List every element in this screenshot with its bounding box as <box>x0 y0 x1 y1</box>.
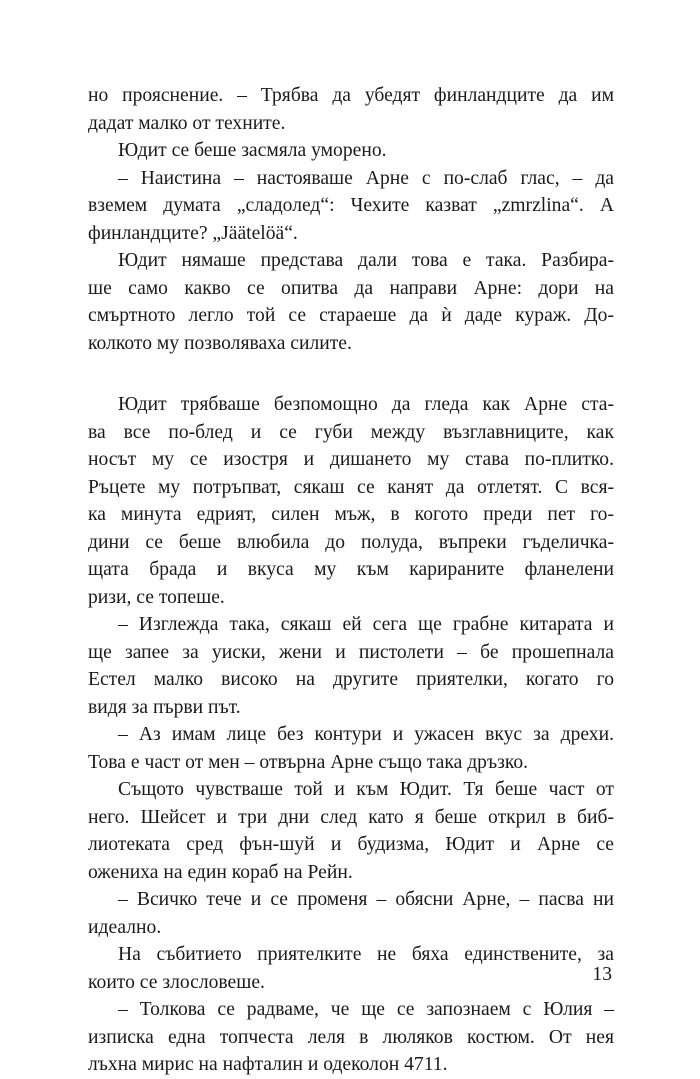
text-line: финландците? „Jäätelöä“. <box>88 222 298 244</box>
text-line: Юдит трябваше безпомощно да гледа как Арне ста- <box>118 394 614 415</box>
paragraph <box>88 776 614 886</box>
text-line: дадат малко от техните. <box>88 112 286 134</box>
text-line: колкото му позволяваха силите. <box>88 332 352 354</box>
text-line: – Наистина – настояваше Арне с по-слаб глас, – да <box>118 167 614 189</box>
text-line: ще запее за уиски, жени и пистолети – бе прошепнала <box>88 641 614 663</box>
text-line: изписка една топчеста леля в люляков костюм. От нея <box>88 1026 614 1048</box>
paragraph <box>88 611 614 721</box>
text-line: носът му се изостря и дишането му става по-плитко. <box>88 449 614 470</box>
text-line: Същото чувстваше той и към Юдит. Тя беше част от <box>118 779 614 800</box>
text-line: Естел малко високо на другите приятелки, когато го <box>88 669 614 690</box>
text-line: него. Шейсет и три дни след като я беше открил в биб- <box>88 806 614 828</box>
text-line: дини се беше влюбила до полуда, въпреки гъделичка- <box>88 531 614 553</box>
section-break <box>88 357 614 391</box>
paragraph <box>88 941 614 996</box>
text-line: смъртното легло той се стараеше да ѝ даде кураж. До- <box>88 305 614 326</box>
text-line: На събитието приятелките не бяха единствените, за <box>118 944 614 965</box>
text-line: но прояснение. – Трябва да убедят финландците да им <box>88 85 614 106</box>
text-line: вземем думата „сладолед“: Чехите казват „zmrzlina“. А <box>88 195 614 216</box>
text-line: – Изглежда така, сякаш ей сега ще грабне китарата и <box>118 614 614 635</box>
text-line: идеално. <box>88 916 162 938</box>
paragraph <box>88 886 614 941</box>
text-line: които се злословеше. <box>88 971 265 993</box>
paragraph <box>88 996 614 1079</box>
text-line: ше само какво се опитва да направи Арне: дори на <box>88 277 614 299</box>
paragraph <box>88 82 614 137</box>
paragraph <box>88 721 614 776</box>
text-line: ризи, се топеше. <box>88 586 225 608</box>
text-line: – Толкова се радваме, че ще се запознаем с Юлия – <box>118 999 614 1020</box>
text-line: щата брада и вкуса му към карираните фланелени <box>88 559 614 580</box>
text-line: видя за първи път. <box>88 696 241 718</box>
book-page-body <box>88 82 614 1079</box>
paragraph <box>88 137 614 165</box>
text-line: – Всичко тече и се променя – обясни Арне, – пасва ни <box>118 889 614 910</box>
text-line: Това е част от мен – отвърна Арне също така дръзко. <box>88 751 529 773</box>
text-line: Юдит се беше засмяла уморено. <box>118 140 387 161</box>
text-line: – Аз имам лице без контури и ужасен вкус за дрехи. <box>118 724 614 745</box>
page-number: 13 <box>592 964 612 985</box>
text-line: ва все по-блед и се губи между възглавниците, как <box>88 421 614 443</box>
paragraph <box>88 391 614 611</box>
paragraph <box>88 247 614 357</box>
text-line: лиотеката сред фън-шуй и будизма, Юдит и Арне се <box>88 834 614 855</box>
text-line: ка минута едрият, силен мъж, в когото преди пет го- <box>88 504 614 525</box>
text-line: Юдит нямаше представа дали това е така. Разбира- <box>118 250 614 271</box>
text-line: Ръцете му потръпват, сякаш се канят да отлетят. С вся- <box>88 476 614 498</box>
text-line: ожениха на един кораб на Рейн. <box>88 861 353 883</box>
paragraph <box>88 165 614 248</box>
text-line: лъхна мирис на нафталин и одеколон 4711. <box>88 1054 448 1075</box>
